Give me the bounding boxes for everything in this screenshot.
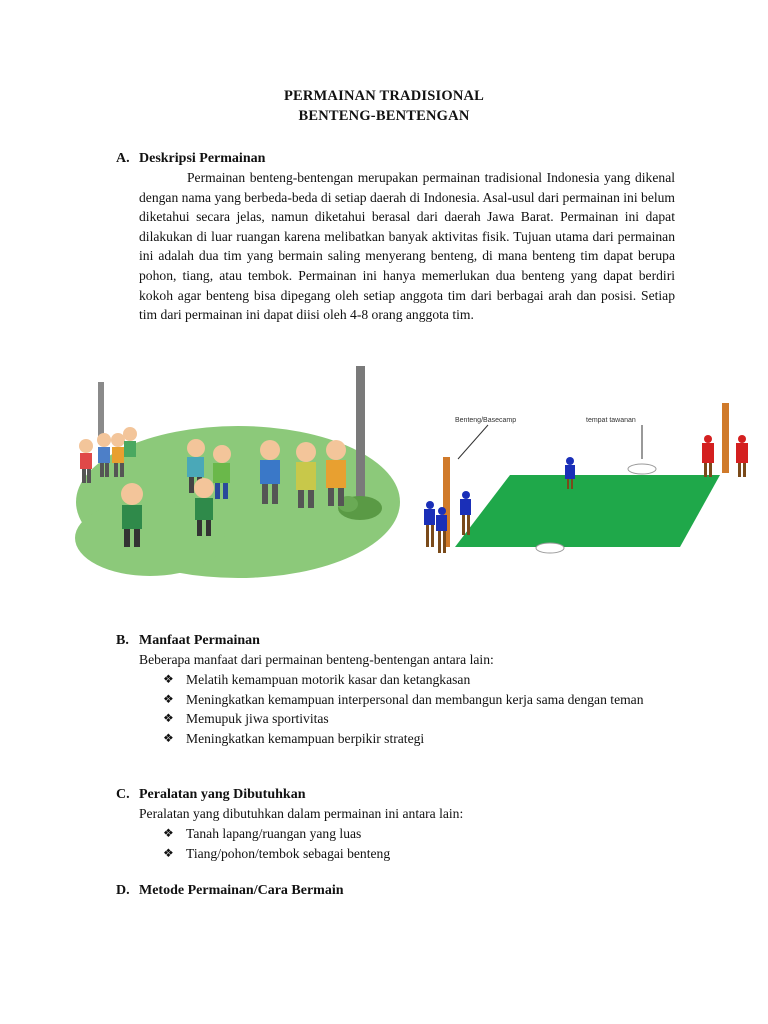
section-d-title: Metode Permainan/Cara Bermain	[139, 883, 344, 898]
list-item: ❖ Melatih kemampuan motorik kasar dan ketangkasan	[163, 670, 675, 690]
bullet-icon: ❖	[163, 730, 174, 745]
bullet-icon: ❖	[163, 711, 174, 726]
section-c-letter: C.	[116, 787, 130, 802]
children-playing-illustration	[70, 360, 400, 584]
section-a-title: Deskripsi Permainan	[139, 151, 266, 166]
section-b-intro: Beberapa manfaat dari permainan benteng-bentengan antara lain:	[139, 652, 494, 667]
bullet-icon: ❖	[163, 672, 174, 686]
list-item: ❖ Meningkatkan kemampuan interpersonal dan membangun kerja sama dengan teman	[163, 690, 675, 710]
prison-label: tempat tawanan	[586, 417, 636, 424]
section-d-letter: D.	[116, 883, 130, 898]
section-c-title: Peralatan yang Dibutuhkan	[139, 787, 306, 802]
section-b-title: Manfaat Permainan	[139, 633, 260, 648]
section-a-letter: A.	[116, 151, 130, 166]
section-c-list	[163, 824, 675, 863]
basecamp-label: Benteng/Basecamp	[455, 417, 517, 424]
list-item: ❖ Tanah lapang/ruangan yang luas	[163, 824, 675, 844]
section-c-intro: Peralatan yang dibutuhkan dalam permainan ini antara lain:	[139, 806, 464, 821]
bullet-icon: ❖	[163, 826, 174, 840]
bullet-icon: ❖	[163, 691, 174, 706]
field-diagram	[410, 395, 765, 565]
list-item: ❖ Memupuk jiwa sportivitas	[163, 709, 675, 729]
document-title-line2: BENTENG-BENTENGAN	[298, 108, 470, 124]
list-item: ❖ Meningkatkan kemampuan berpikir strategi	[163, 729, 675, 749]
document-title-line1: PERMAINAN TRADISIONAL	[283, 88, 485, 104]
bullet-icon: ❖	[163, 845, 174, 860]
section-b-letter: B.	[116, 633, 129, 648]
section-a-paragraph: Permainan benteng-bentengan merupakan permainan tradisional Indonesia yang dikenal dengan nama yang berbeda-beda di setiap daerah di Indonesia. Asal-usul dari permainan ini belum diketahui secara jelas, namun diketahui berasal dari daerah Jawa Barat. Permainan ini dapat dilakukan di luar ruangan karena melibatkan banyak aktivitas fisik. Tujuan utama dari permainan ini adalah dua tim yang bermain saling menyerang benteng, di mana benteng tim dapat berupa pohon, tiang, atau tembok. Permainan ini hanya memerlukan dua benteng yang dapat berdiri kokoh agar benteng bisa dipegang oleh setiap anggota tim dari berbagai arah dan posisi. Setiap tim dari permainan ini dapat diisi oleh 4-8 orang anggota tim.	[139, 170, 676, 323]
list-item: ❖ Tiang/pohon/tembok sebagai benteng	[163, 844, 675, 864]
section-b-list	[163, 670, 675, 748]
